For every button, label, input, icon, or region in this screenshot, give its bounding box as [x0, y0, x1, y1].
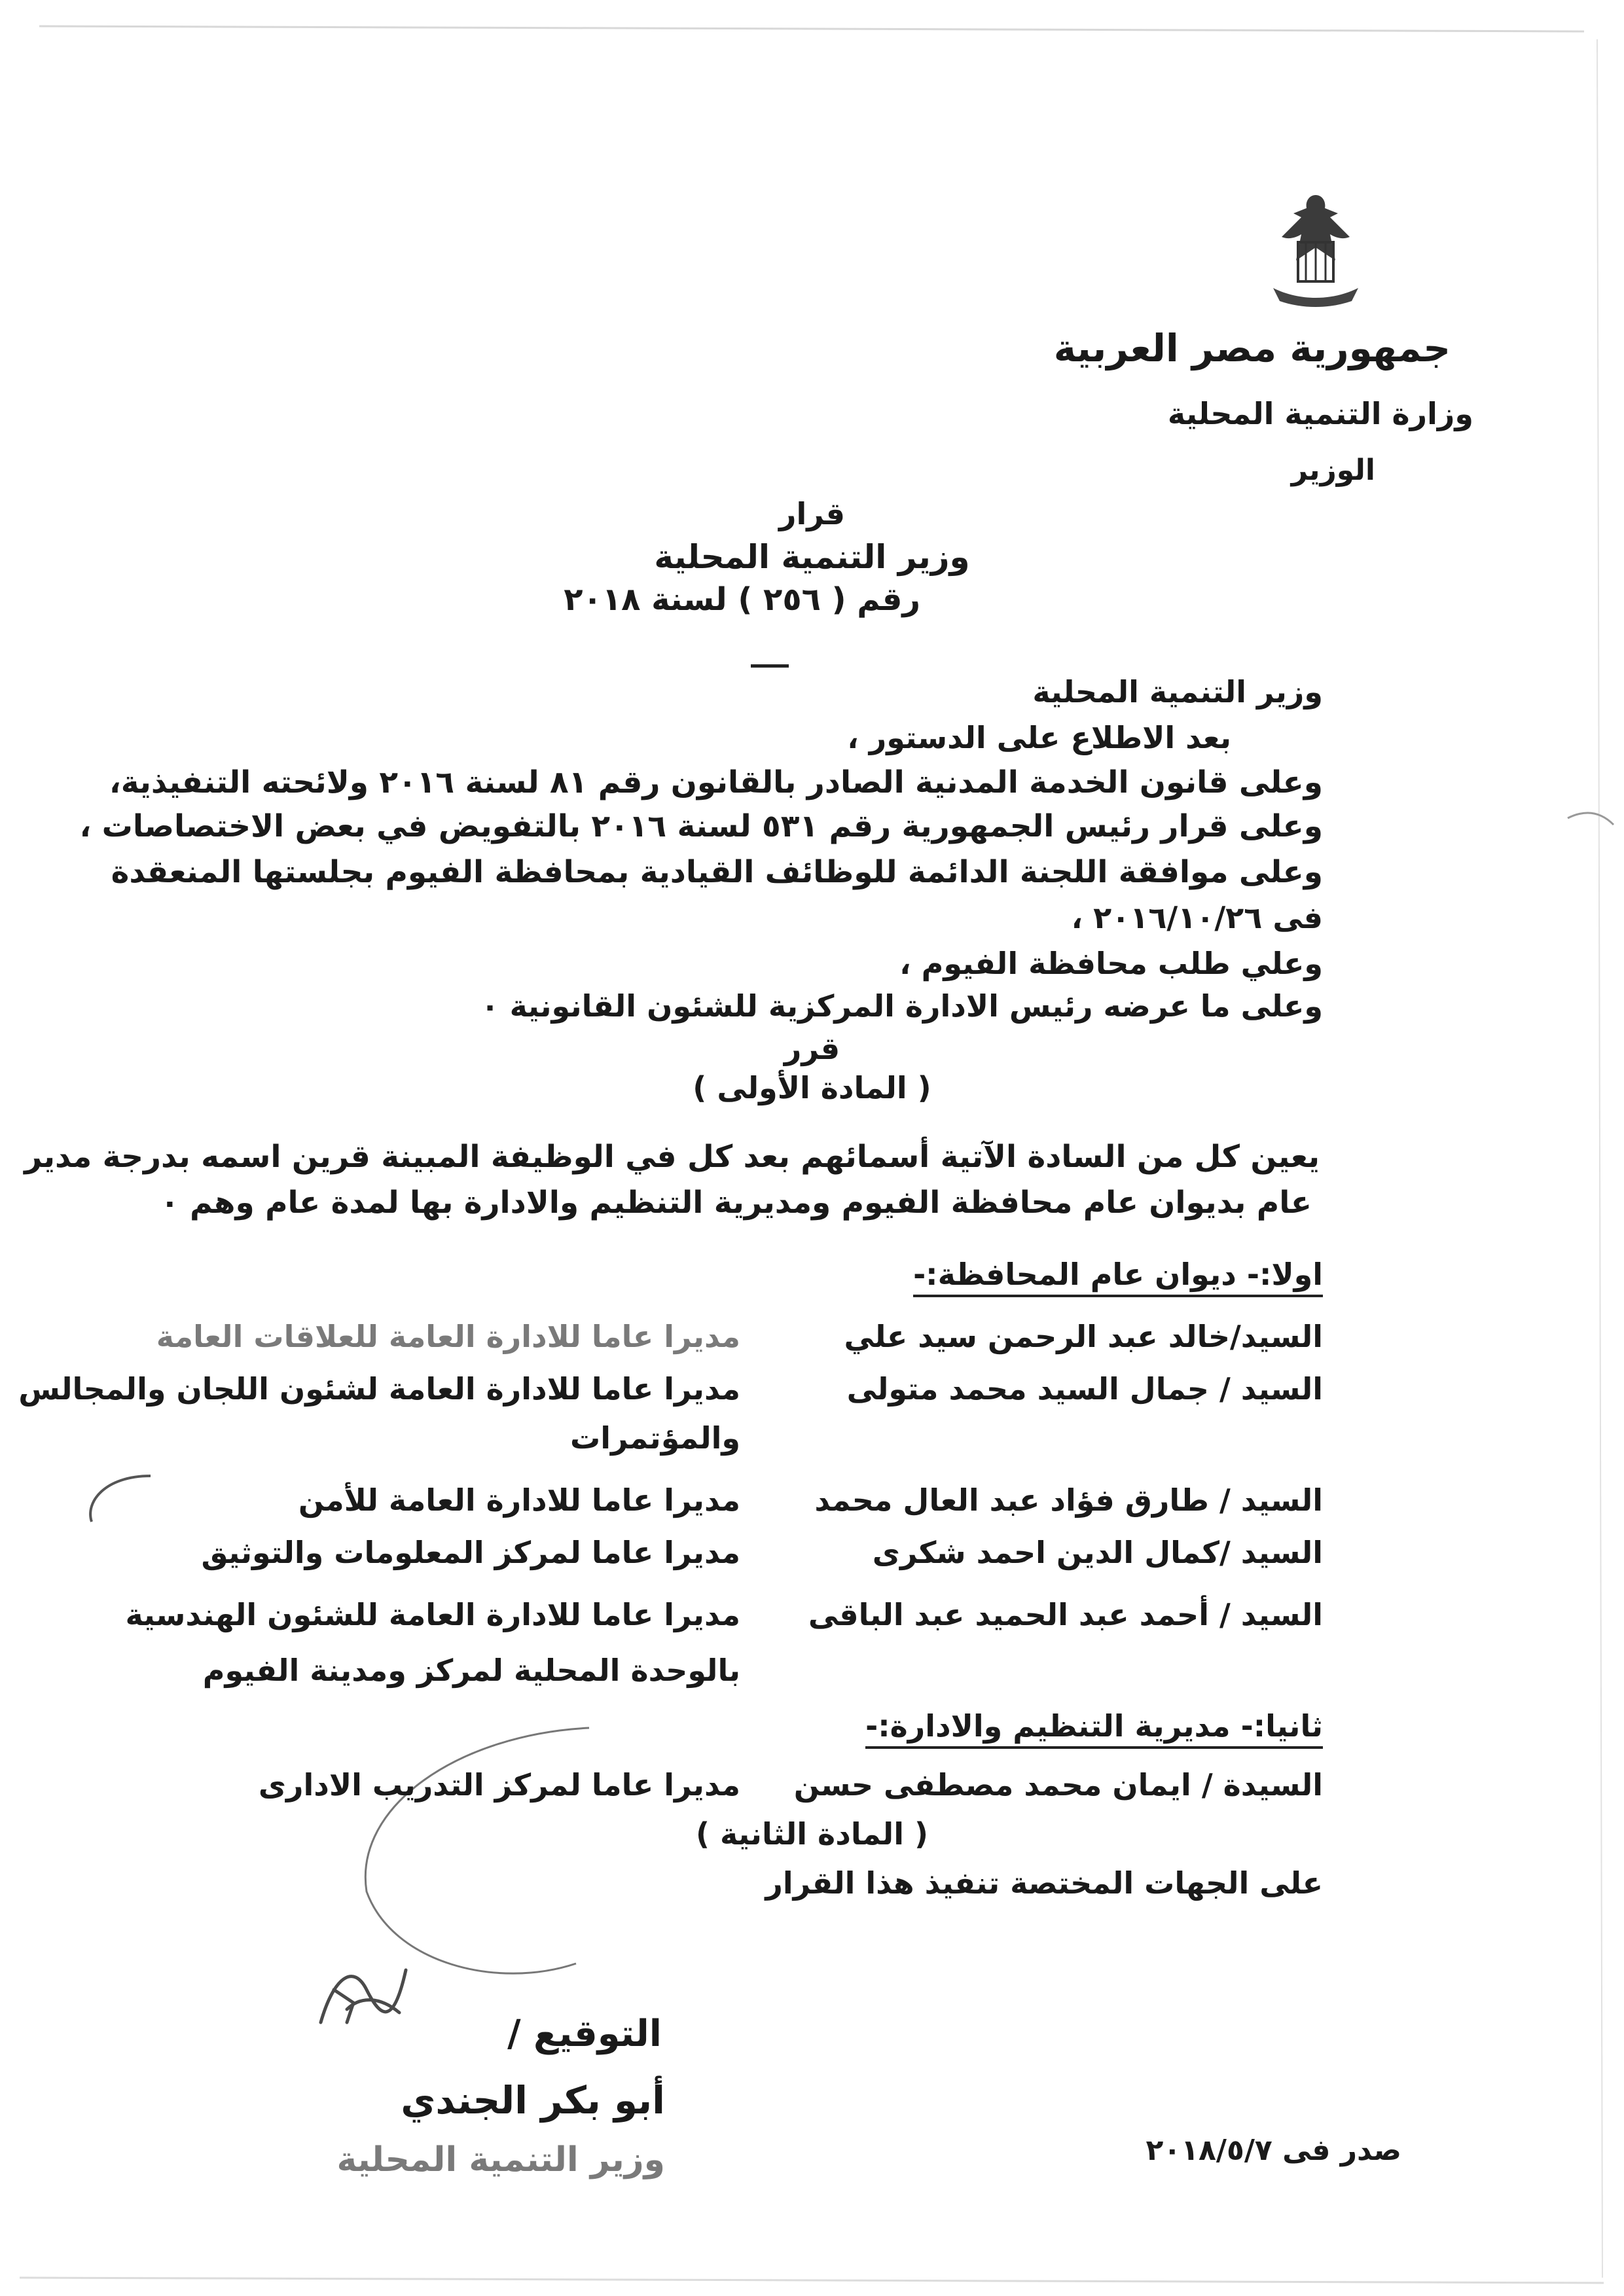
eagle-emblem-icon: [1260, 190, 1371, 314]
article1-text-line1: يعين كل من السادة الآتية أسمائهم بعد كل في الوظيفة المبينة قرين اسمه بدرجة مدير: [24, 1139, 1320, 1175]
preamble-line: وعلى قرار رئيس الجمهورية رقم ٥٣١ لسنة ٢٠١٦ بالتفويض في بعض الاختصاصات ،: [79, 808, 1323, 844]
person-name: السيد /كمال الدين احمد شكرى: [872, 1535, 1323, 1570]
person-title-cont: والمؤتمرات: [569, 1420, 740, 1456]
person-title: مديرا عاما لمركز التدريب الادارى: [258, 1767, 740, 1803]
section1-heading-text: اولا:- ديوان عام المحافظة:-: [913, 1257, 1323, 1297]
person-title: مديرا عاما لمركز المعلومات والتوثيق: [201, 1535, 740, 1570]
article1-text-line2: عام بديوان عام محافظة الفيوم ومديرية التنظيم والادارة بها لمدة عام وهم ٠: [160, 1185, 1312, 1221]
article2-text: على الجهات المختصة تنفيذ هذا القرار: [765, 1865, 1323, 1901]
decided-heading: قرر: [784, 1031, 840, 1066]
person-name: السيد / أحمد عبد الحميد عبد الباقى: [808, 1597, 1323, 1632]
person-name: السيد / طارق فؤاد عبد العال محمد: [814, 1482, 1323, 1518]
person-title: مديرا عاما للادارة العامة للشئون الهندسية: [125, 1597, 740, 1632]
decision-issuer: وزير التنمية المحلية: [654, 538, 970, 576]
section2-heading-text: ثانيا:- مديرية التنظيم والادارة:-: [865, 1708, 1323, 1749]
article1-heading: ( المادة الأولى ): [693, 1070, 931, 1105]
person-title: مديرا عاما للادارة العامة لشئون اللجان والمجالس: [18, 1371, 740, 1407]
section1-heading: [913, 1257, 1323, 1292]
person-title: مديرا عاما للادارة العامة للأمن: [298, 1482, 740, 1518]
title-divider: [751, 664, 789, 668]
signatory-position: وزير التنمية المحلية: [336, 2140, 665, 2179]
section2-heading: [865, 1708, 1323, 1744]
preamble-line: وعلى ما عرضه رئيس الادارة المركزية للشئون القانونية ٠: [480, 988, 1323, 1024]
preamble-line: وعلى موافقة اللجنة الدائمة للوظائف القيادية بمحافظة الفيوم بجلستها المنعقدة: [111, 854, 1323, 890]
person-name: السيد/خالد عبد الرحمن سيد علي: [844, 1319, 1323, 1354]
person-title: مديرا عاما للادارة العامة للعلاقات العامة: [156, 1319, 740, 1354]
preamble-line: بعد الاطلاع على الدستور ،: [847, 720, 1231, 755]
republic-header: جمهورية مصر العربية: [1053, 326, 1451, 370]
signature-label: التوقيع /: [507, 2013, 662, 2055]
decision-number: رقم ( ٢٥٦ ) لسنة ٢٠١٨: [564, 581, 920, 618]
preamble-line: وعلى قانون الخدمة المدنية الصادر بالقانون رقم ٨١ لسنة ٢٠١٦ ولائحته التنفيذية،: [109, 764, 1323, 800]
preamble-line: فى ٢٠١٦/١٠/٢٦ ،: [1071, 900, 1323, 935]
person-title-cont: بالوحدة المحلية لمركز ومدينة الفيوم: [202, 1653, 740, 1688]
signatory-name: أبو بكر الجندي: [401, 2078, 665, 2123]
handwritten-signature-icon: [308, 1950, 425, 2042]
ministry-header: وزارة التنمية المحلية: [1167, 396, 1473, 431]
person-name: السيدة / ايمان محمد مصطفى حسن: [793, 1767, 1323, 1803]
decision-title: قرار: [779, 496, 845, 531]
preamble-line: وعلي طلب محافظة الفيوم ،: [899, 946, 1323, 981]
issue-date: صدر فى ٢٠١٨/٥/٧: [1146, 2134, 1401, 2167]
person-name: السيد / جمال السيد محمد متولى: [846, 1371, 1323, 1407]
article2-heading: ( المادة الثانية ): [695, 1816, 929, 1852]
preamble-issuer: وزير التنمية المحلية: [1032, 674, 1323, 709]
minister-office: الوزير: [1291, 454, 1375, 487]
